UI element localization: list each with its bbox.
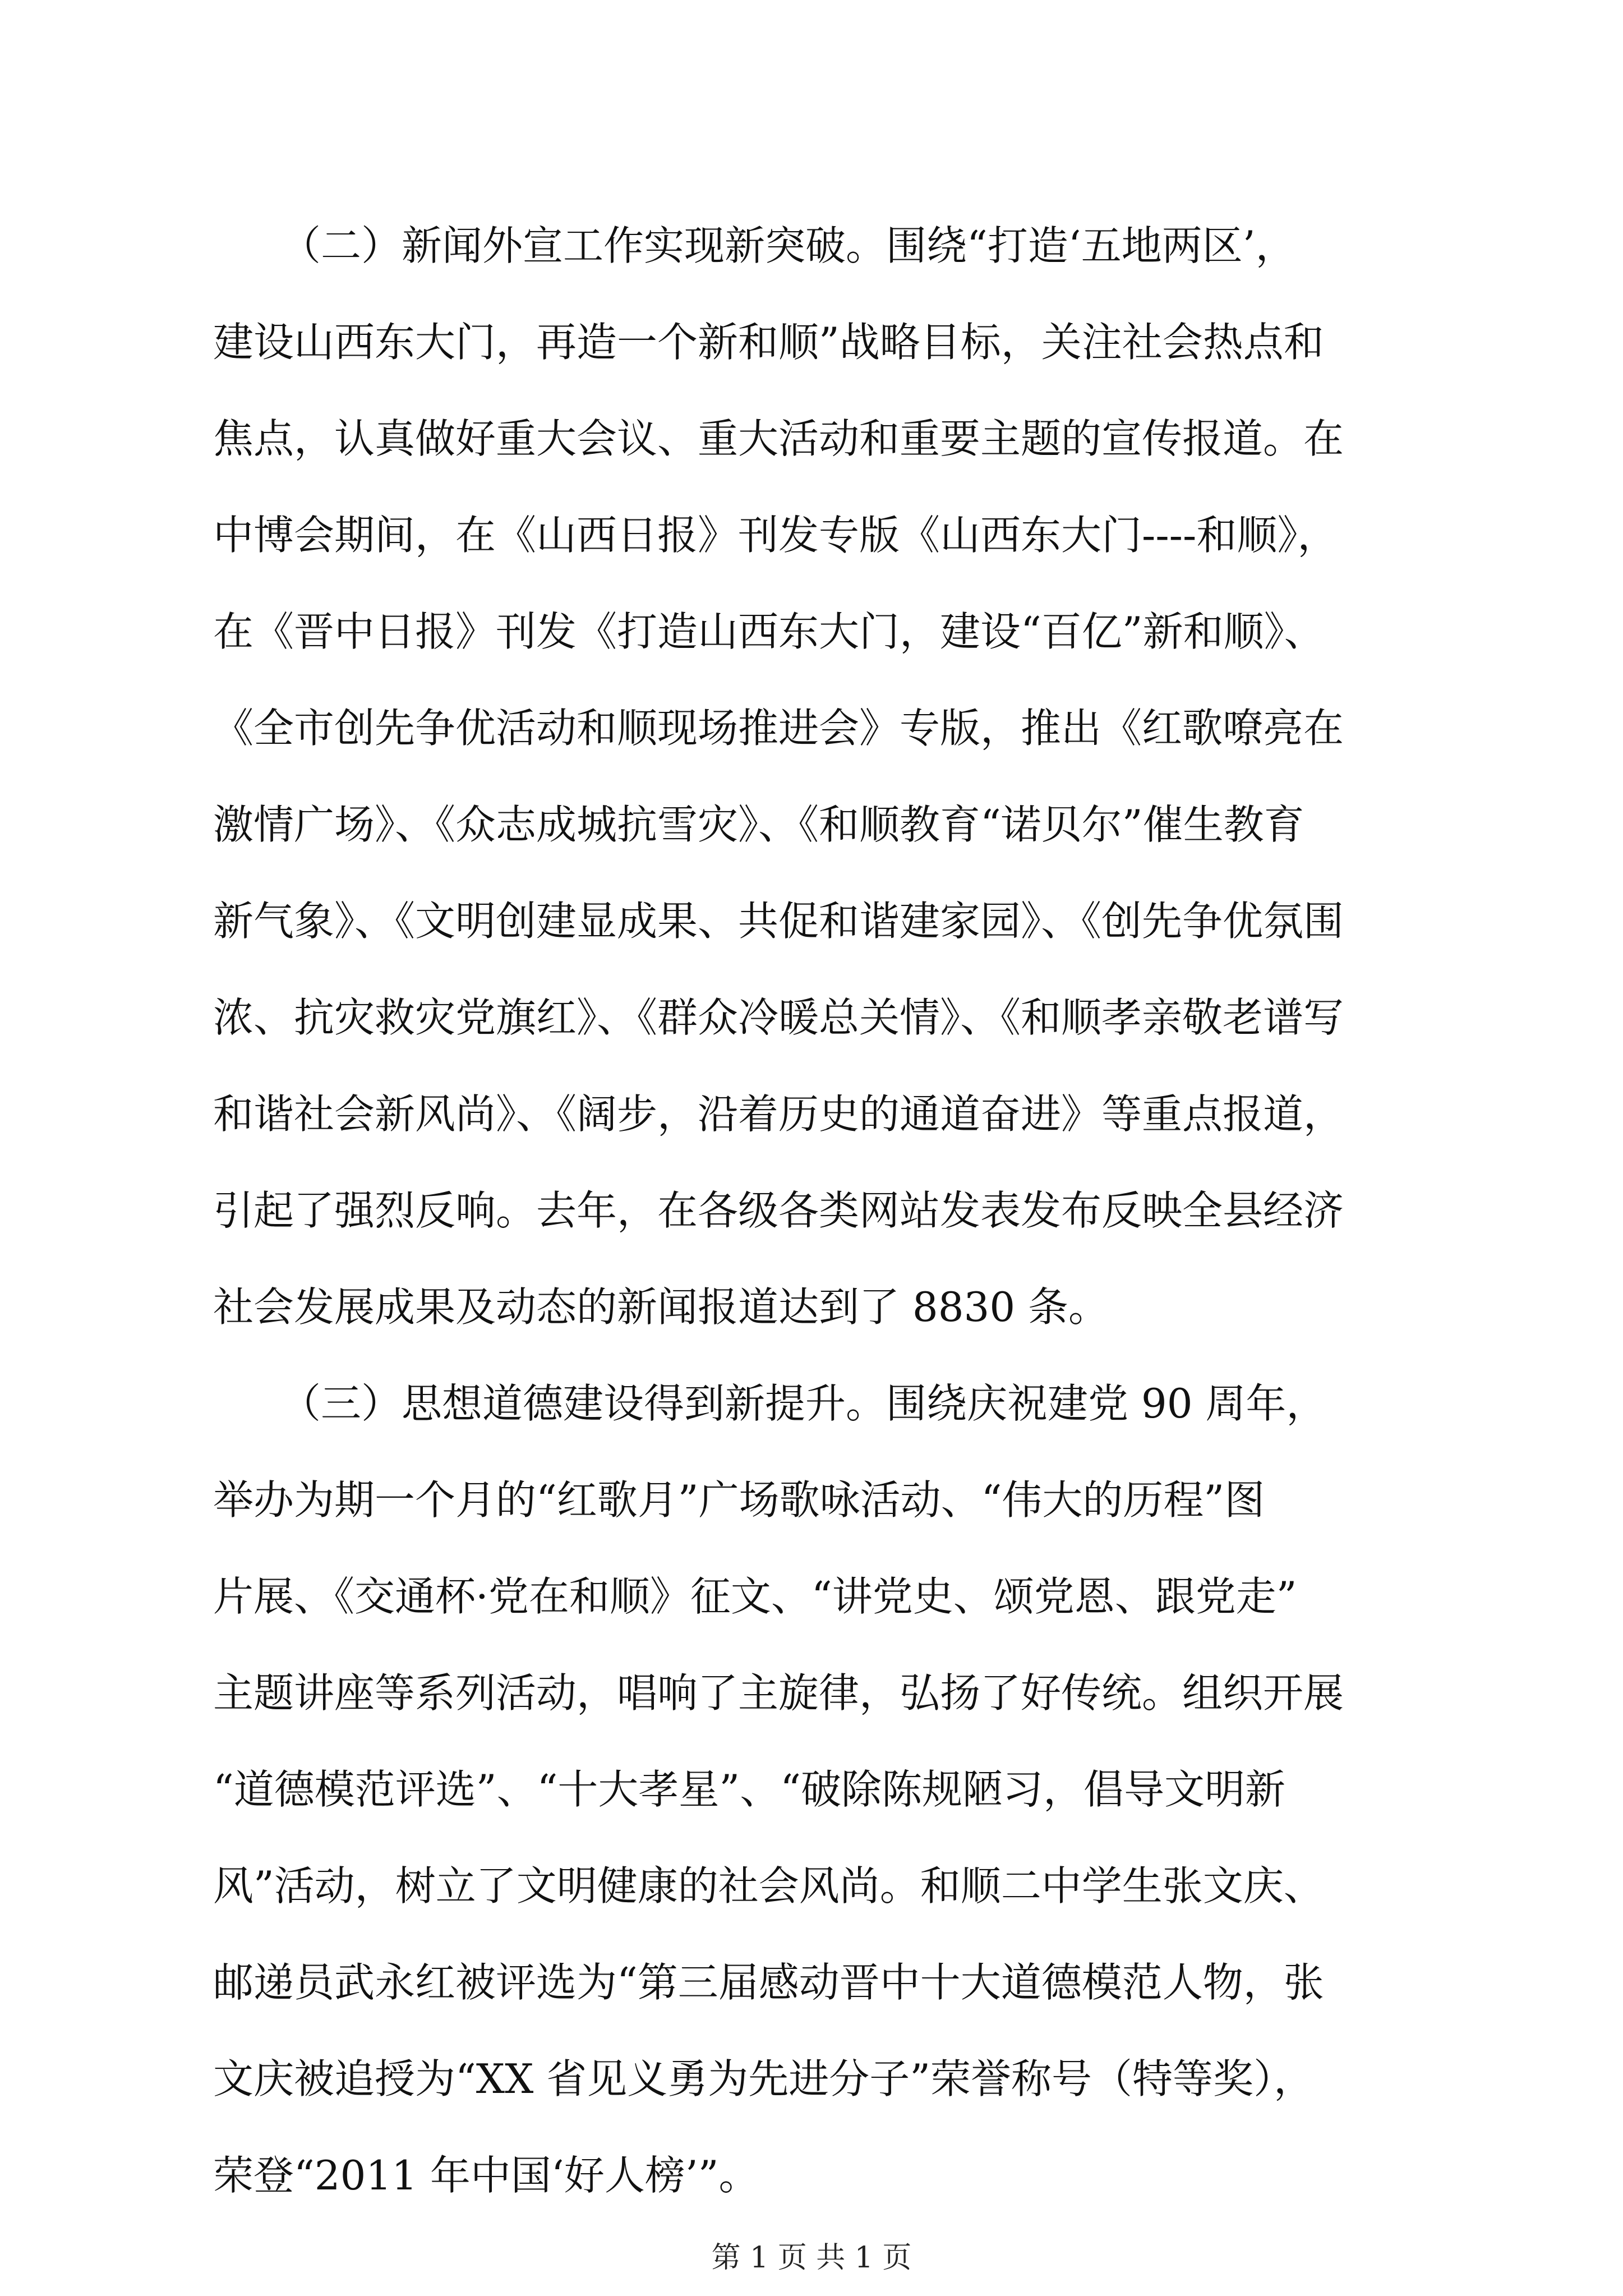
text-line-18: 风”活动，树立了文明健康的社会风尚。和顺二中学生张文庆、 <box>213 1862 1324 1910</box>
text-line-16: 主题讲座等系列活动，唱响了主旋律，弘扬了好传统。组织开展 <box>213 1669 1344 1717</box>
text-line-8: 新气象》、《文明创建显成果、共促和谐建家园》、《创先争优氛围 <box>213 898 1344 945</box>
text-line-5: 在《晋中日报》刊发《打造山西东大门，建设“百亿”新和顺》、 <box>213 608 1325 655</box>
text-line-2: 建设山西东大门，再造一个新和顺”战略目标，关注社会热点和 <box>213 319 1324 366</box>
text-line-13: （三）思想道德建设得到新提升。围绕庆祝建党 90 周年， <box>280 1380 1327 1427</box>
page-number: 第 1 页 共 1 页 <box>711 2241 912 2275</box>
text-line-6: 《全市创先争优活动和顺现场推进会》专版，推出《红歌嘹亮在 <box>213 705 1344 752</box>
text-line-10: 和谐社会新风尚》、《阔步，沿着历史的通道奋进》等重点报道， <box>213 1091 1344 1138</box>
page-footer <box>0 2238 1623 2277</box>
text-line-19: 邮递员武永红被评选为“第三届感动晋中十大道德模范人物，张 <box>213 1959 1324 2006</box>
text-line-1: （二）新闻外宣工作实现新突破。围绕“打造‘五地两区’， <box>280 222 1296 269</box>
text-line-15: 片展、《交通杯·党在和顺》征文、“讲党史、颂党恩、跟党走” <box>213 1573 1297 1620</box>
text-line-11: 引起了强烈反响。去年，在各级各类网站发表发布反映全县经济 <box>213 1187 1344 1234</box>
text-line-17: “道德模范评选”、“十大孝星”、“破除陈规陋习，倡导文明新 <box>213 1766 1286 1813</box>
text-line-20: 文庆被追授为“XX 省见义勇为先进分子”荣誉称号（特等奖）， <box>213 2055 1315 2102</box>
text-line-9: 浓、抗灾救灾党旗红》、《群众冷暖总关情》、《和顺孝亲敬老谱写 <box>213 994 1344 1041</box>
text-line-14: 举办为期一个月的“红歌月”广场歌咏活动、“伟大的历程”图 <box>213 1476 1265 1524</box>
text-line-12: 社会发展成果及动态的新闻报道达到了 8830 条。 <box>213 1283 1109 1331</box>
text-line-4: 中博会期间，在《山西日报》刊发专版《山西东大门----和顺》， <box>213 512 1338 559</box>
text-line-7: 激情广场》、《众志成城抗雪灾》、《和顺教育“诺贝尔”催生教育 <box>213 801 1304 848</box>
text-line-3: 焦点，认真做好重大会议、重大活动和重要主题的宣传报道。在 <box>213 415 1344 462</box>
text-line-21: 荣登“2011 年中国‘好人榜’”。 <box>213 2152 759 2199</box>
